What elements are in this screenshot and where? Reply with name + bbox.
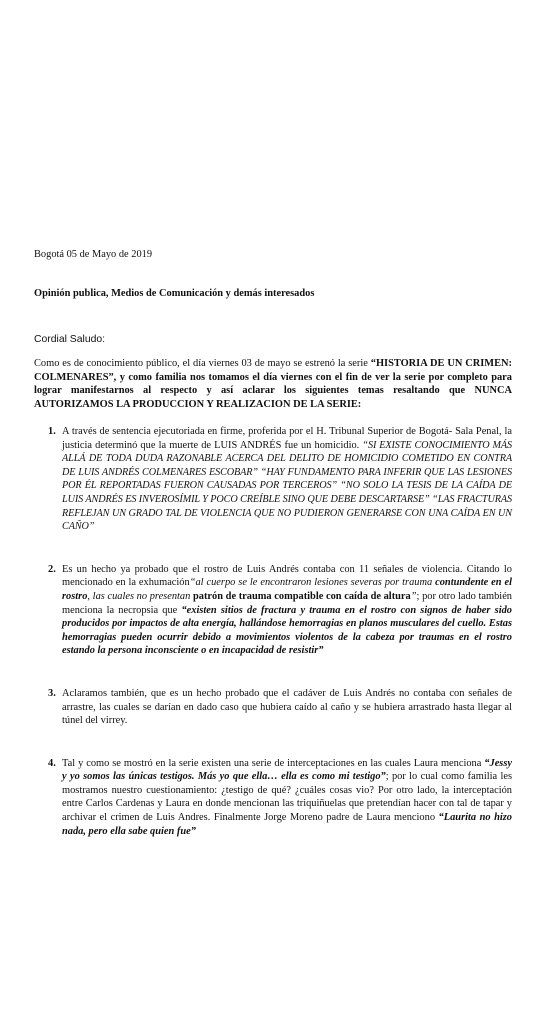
- point-3: [34, 687, 512, 728]
- point-number: 2.: [48, 563, 56, 575]
- exhumation-quote-bold: contundente en el rostro: [62, 577, 512, 602]
- point-text-cont: ; por lo cual como familia les mostramos nuestro cuestionamiento: ¿testigo de qué? ¿cuáles cosas vio? Por otro lado, la interceptación entre Carlos Cardenas y Laura en donde mencionan las triquiñuelas que pretendían hacer con tal de tapar y archivar el crimen de Luis Andres. Finalmente Jorge Moreno padre de Laura menciono: [62, 771, 513, 824]
- point-number: 3.: [48, 687, 56, 699]
- point-text: Es un hecho ya probado que el rostro de Luis Andrés contaba con 11 señales de violencia. Citando lo mencionado en la exhumación: [62, 563, 512, 589]
- exhumation-quote-cont2: no presentan: [136, 590, 193, 602]
- point-1: [34, 425, 512, 534]
- court-quote: “SI EXISTE CONOCIMIENTO MÁS ALLÁ DE TODA DUDA RAZONABLE ACERCA DEL DELITO DE HOMICIDIO COMETIDO EN CONTRA DE LUIS ANDRÉS COLMENARES ESCOBAR” “HAY FUNDAMENTO PARA INFERIR QUE LAS LESIONES POR ÉL REPORTADAS FUERON CAUSADAS POR TERCEROS” “NO SOLO LA TESIS DE LA CAÍDA DE LUIS ANDRÉS ES INVEROSÍMIL Y POCO CREÍBLE SINO QUE DEBE DESCARTARSE” “LAS FRACTURAS REFLEJAN UN GRADO TAL DE VIOLENCIA QUE NO PUDIERON GENERARSE CON UNA CAÍDA EN UN CAÑO”: [62, 439, 513, 533]
- exhumation-quote: “al cuerpo se le encontraron lesiones severas por trauma: [189, 577, 436, 589]
- point-text: Aclaramos también, que es un hecho probado que el cadáver de Luis Andrés no contaba con señales de arrastre, las cuales se darían en dado caso que hubiera caído al caño y se hubiera arrastrado hasta llegar al túnel del virrey.: [62, 687, 512, 727]
- intro-text-rest: , y como familia nos tomamos el día viernes con el fin de ver la serie por completo para lograr manifestarnos al respecto y así aclarar los siguientes temas resaltando que NUNCA AUTORIZAMOS LA PRODUCCION Y REALIZACION DE LA SERIE:: [34, 371, 512, 410]
- point-text: A través de sentencia ejecutoriada en firme, proferida por el H. Tribunal Superior de Bogotá- Sala Penal, la justicia determinó que la muerte de LUIS ANDRÉS fue un homicidio.: [62, 426, 512, 451]
- point-text-cont: ; por otro lado también menciona la necropsia que: [62, 590, 513, 616]
- father-quote: “Laurita no hizo nada, pero ella sabe quien fue”: [62, 812, 513, 837]
- intro-paragraph: [34, 357, 512, 411]
- point-text: Tal y como se mostró en la serie existen una serie de interceptaciones en las cuales Laura menciona: [62, 757, 485, 769]
- series-title: “HISTORIA DE UN CRIMEN: COLMENARES”: [34, 358, 513, 383]
- point-number: 1.: [48, 426, 56, 437]
- necropsy-quote: “existen sitios de fractura y trauma en el rostro con signos de haber sido producidos por impactos de alta energía, hallándose hemorragias en planos musculares del cuello. Estas hemorragias pueden ocurrir debido a movimientos violentos de la cabeza por traumas en el rostro estando la persona inconsciente o en incapacidad de resistir”: [62, 604, 512, 657]
- exhumation-quote-cont: , las cuales: [87, 590, 137, 602]
- point-4: [34, 757, 512, 839]
- exhumation-quote-bold2: patrón de trauma compatible con caída de altura: [192, 590, 411, 602]
- letter-date: Bogotá 05 de Mayo de 2019: [34, 249, 153, 260]
- point-2: [34, 563, 512, 658]
- exhumation-quote-end: ”: [410, 590, 417, 602]
- point-number: 4.: [48, 757, 56, 769]
- numbered-points: [34, 425, 512, 838]
- interception-quote: “Jessy y yo somos las únicas testigos. Más yo que ella… ella es como mi testigo”: [62, 757, 512, 783]
- letter-greeting: Cordial Saludo:: [34, 334, 106, 345]
- intro-text: Como es de conocimiento público, el día viernes 03 de mayo se estrenó la serie: [34, 358, 371, 369]
- letter-recipient: Opinión publica, Medios de Comunicación y demás interesados: [34, 288, 315, 299]
